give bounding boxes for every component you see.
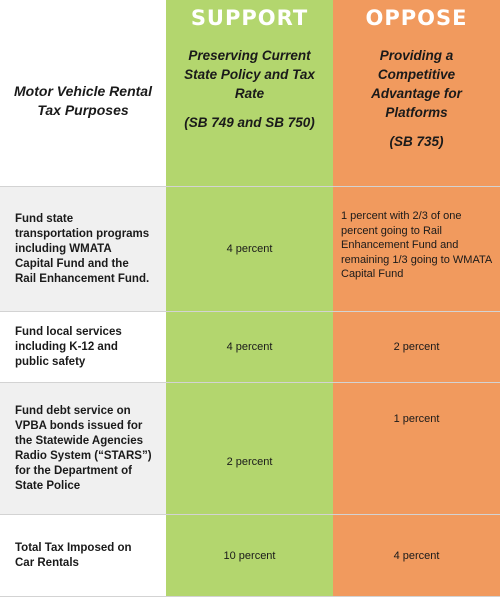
table-row-oppose <box>333 515 500 597</box>
support-bills: (SB 749 and SB 750) <box>184 115 315 130</box>
header-purpose-cell <box>0 0 166 187</box>
support-value: 4 percent <box>226 341 273 353</box>
oppose-value: 1 percent <box>393 413 440 425</box>
support-heading: SUPPORT <box>190 6 309 30</box>
row-purpose-text: Total Tax Imposed on Car Rentals <box>15 541 132 569</box>
header-row-label: Motor Vehicle Rental Tax Purposes <box>14 83 152 118</box>
table-row-support <box>166 515 333 597</box>
oppose-title: Providing a Competitive Advantage for Platforms <box>371 48 462 120</box>
header-support-cell <box>166 0 333 187</box>
support-value: 10 percent <box>223 549 276 562</box>
support-title: Preserving Current State Policy and Tax Rate <box>184 48 315 101</box>
table-row-oppose <box>333 312 500 383</box>
table-row-support <box>166 383 333 515</box>
support-value: 4 percent <box>226 243 273 255</box>
oppose-value: 2 percent <box>393 341 440 353</box>
table-row-purpose <box>0 515 166 597</box>
oppose-value: 1 percent with 2/3 of one percent going to Rail Enhancement Fund and remaining 1/3 going to WMATA Capital Fund <box>341 210 492 280</box>
table-row-purpose <box>0 383 166 515</box>
row-purpose-text: Fund state transportation programs including WMATA Capital Fund and the Rail Enhancement Fund. <box>15 212 150 285</box>
table-row-support <box>166 312 333 383</box>
table-row-purpose <box>0 312 166 383</box>
header-oppose-cell <box>333 0 500 187</box>
table-row-oppose <box>333 383 500 515</box>
table-row-purpose <box>0 187 166 312</box>
oppose-heading: OPPOSE <box>365 6 468 30</box>
table-row-oppose <box>333 187 500 312</box>
support-value: 2 percent <box>226 456 273 468</box>
oppose-bills: (SB 735) <box>389 134 444 149</box>
oppose-value: 4 percent <box>393 549 440 562</box>
row-purpose-text: Fund local services including K-12 and public safety <box>15 325 122 368</box>
row-purpose-text: Fund debt service on VPBA bonds issued for the Statewide Agencies Radio System (“STARS”) for the Department of State Police <box>15 404 152 492</box>
table-row-support <box>166 187 333 312</box>
